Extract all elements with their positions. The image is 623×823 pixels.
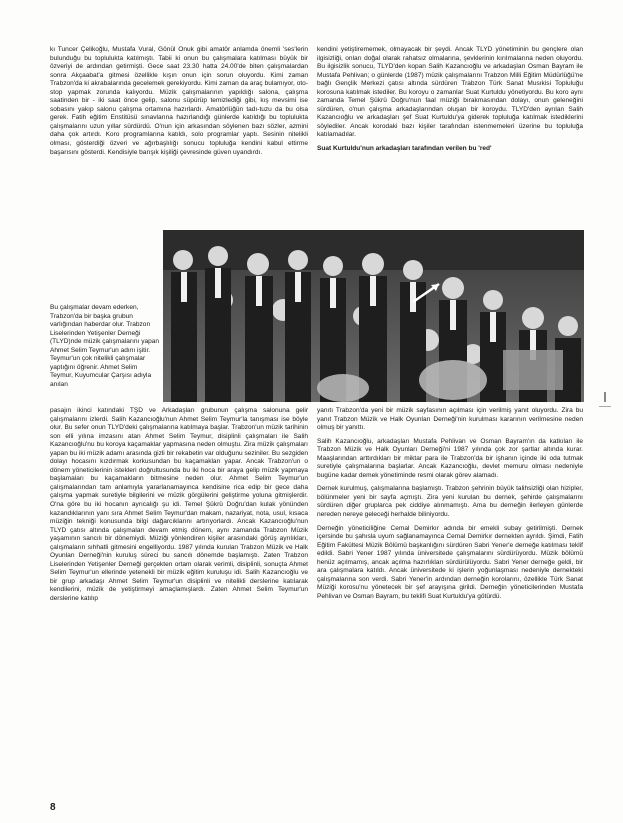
left-column-top-text bbox=[50, 46, 308, 162]
right-column-bottom-text bbox=[317, 407, 583, 606]
choir-photo bbox=[163, 230, 584, 402]
paragraph: kendini yetiştirememek, olmayacak bir şeydi. Ancak TLYD yönetiminin bu gençlere olan ilgisizliği, onları doğal olarak rahatsız olmalarına, şevklerinin kırılmalarına neden oluyordu. Bu ilgisizlik sonucu, TLYD'den kopan Salih Kazancıoğlu ve arkadaşları Osman Bayram ile Mustafa Pehlivan; o günlerde (1987) müzik çalışmalarını Trabzon Milli Eğitim Müdürlüğü'ne bağlı Gençlik Merkezi çatısı altında sürdüren Trabzon Türk Sanat Musıkisi Topluluğu korosuna katılmak istediler. Bu koroyu o zamanlar Suat Kurtuldu yönetiyordu. Bu koro aynı zamanda Temel Şükrü Doğru'nun faal müziği bırakmasından dolayı, onun geleneğini sürdüren, o'nun çalışma arkadaşlarından oluşan bir koroydu. TLYD'den ayrılan Salih Kazancıoğlu ve arkadaşları şef Suat Kurtuldu'ya giderek topluluğa katılmak istediklerini söylediler. Ancak korodaki bazı kişiler tarafından istenmemeleri üzerine bu topluluğa katılamadılar. bbox=[317, 46, 583, 139]
paragraph: Dernek kurulmuş, çalışmalarına başlamıştı. Trabzon şehrinin büyük talihsizliği olan hizipler, bölünmeler yeni bir sayfa açmıştı. Zira yeni kurulan bu dernek, şehirde çalışmalarını sürdüren diğer gruplarca pek ciddiye alınmamıştı. Ama bu derneğin ilerleyen günlerde nereden nereye geleceği herhalde biliniyordu. bbox=[317, 485, 583, 519]
paragraph: Derneğin yöneticiliğine Cemal Demirkır adında bir emekli subay getirilmişti. Dernek içersinde bu şahısla uyum sağlanamayınca Cemal Demirkır dernekten ayrıldı. Şimdi, Fatih Eğitim Fakültesi Müzik Bölümü başkanlığını sürdüren Sabri Yener'e derneğe katılması teklif edildi. Sabri Yener 1987 yılında üniversitede çalışmalarını sürdürüyordu. Müzik bölümü henüz açılmamış, ancak açılma hazırlıkları sürdürülüyordu. Sabri Yener derneğe geldi, bir ara çalışmalara katıldı. Ancak üniversitede ki işlerin yoğunlaşması nedeniyle dernekteki çalışmalarına son verdi. Sabri Yener'in ardından derneğin korolarını, özellikle Türk Sanat Müziği korosu'nu yönetecek bir şef arayışına girildi. Derneğin yöneticilerinden Mustafa Pehlivan ve Osman Bayram, bu teklifi Suat Kurtuldu'ya götürdü. bbox=[317, 524, 583, 600]
paragraph: Suat Kurtuldu'nun arkadaşları tarafından verilen bu 'red' bbox=[317, 145, 492, 153]
paragraph: Salih Kazancıoğlu, arkadaşları Mustafa Pehlivan ve Osman Bayram'ın da katkıları ile Trabzon Müzik ve Halk Oyunları Derneği'ni 1987 yılında çok zor şartlar altında kurar. Maaşlarından arttırdıkları bir miktar para ile Trabzon'da bir işhanın içinde iki oda tutmak suretiyle çalışmalarına başlarlar. Ancak Kazancıoğlu, devlet memuru olması nedeniyle bugüne kadar demek yönetiminde resmi olarak görev alamadı. bbox=[317, 437, 583, 479]
paragraph: yanıtı Trabzon'da yeni bir müzik sayfasının açılması için verilmiş yanıt oluyordu. Zira bu yanıt Trabzon Müzik ve Halk Oyunları Derneği'nin kurulması kararının verilmesine neden olmuş bir yanıttı. bbox=[317, 407, 583, 432]
paragraph: pasajın ikinci katındaki TŞD ve Arkadaşları grubunun çalışma salonuna gelir çalışmalarını izlerdi. Salih Kazancıoğlu'nun Ahmet Selim Teymur'la tanışması ise böyle olur. Bu sefer onun TLYD'deki çalışmalarına katılmaya başlar. Trabzon'un müzik tarihinin son elli yılına imzasını atan Ahmet Selim Teymur, disiplinli çalışmaları ile Salih Kazancıoğlu'nu bu koroya kaçamaklar yapmasına neden olmuştu. Zira müzik çalışmaları yapan bu iki müzik adamı arasında gizli bir rekabetin var olduğunu seziniler. Bu sezgiden dolayı hocasını kızdırmak korkusundan bu kaçamakları yapar. Ancak Trabzon'un o dönem yöneticilerinin istekleri doğrultusunda bu iki hoca bir araya gelip müzik yapmaya başlamaları bu kaçamakların bitmesine neden olur. Ahmet Selim Teymur'un çalışmalarından tam anlamıyla yararlanamayınca kendisine rica edip bir gece daha çalışma yapmak suretiyle bilgilerini ve müzik görgülerini geliştirme yoluna gitmişlerdir. O'na göre bu iki hocanın ayrıcalığı şu idi. Temel Şükrü Doğru'dan kulak yönünden kazandıklarının yanı sıra Ahmet Selim Teymur'dan makam, nazariyat, nota, usul, kısaca müziğin tekniği konusunda bilgi dağarcıklarını artırıyorlardı. Ancak Kazancıoğlu'nun TLYD çatısı altında çalışmaları devam etmiş dönem, aynı zamanda Trabzon Müzik yaşamının sancılı bir dönemiydi. Müziği yönlendiren kişiler arasındaki görüş ayrılıkları, çalışmaların sıhhatli gitmesini engelliyordu. 1987 yılında kurulan Trabzon Müzik ve Halk Oyunları Derneği'nin kuruluş süreci bu sancılı dönemde başlamıştı. Zaten Trabzon Liselerinden Yetişenler Derneği gerçekten ortam olarak verimli, disiplinli, sonuçta Ahmet Selim Teymur'un ellerinde yetenekli bir müzik eğitim kuruluşu idi. Salih Kazancıoğlu ve bir grup arkadaşı Ahmet Selim Teymur'un disiplinli ve nitelikli derslerine katılarak kendilerini, müzik de yetiştirmeyi amaçlamışlardı. Zaten Ahmet Selim Teymur'un derslerine katılıp bbox=[50, 407, 308, 603]
margin-mark bbox=[604, 392, 606, 402]
page-number: 8 bbox=[50, 802, 56, 813]
paragraph: Bu çalışmalar devam ederken, Trabzon'da bir başka grubun varlığından haberdar olur. Trabzon Liselerinden Yetişenler Derneği (TLYD)nde müzik çalışmalarını yapan Ahmet Selim Teymur'un adını işitir. Teymur'un çok nitelikli çalışmalar yaptığını öğrenir. Ahmet Selim Teymur, Kuyumcular Çarşısı adıyla anılan bbox=[50, 304, 160, 388]
margin-mark bbox=[599, 406, 611, 407]
right-column-top-text bbox=[317, 46, 583, 159]
choir-photo-image bbox=[163, 230, 584, 402]
paragraph: kı Tuncer Çelikoğlu, Mustafa Vural, Gönül Onuk gibi amatör anlamda önemli 'ses'lerin bulunduğu bu toplulukta katılmıştı. Tabii ki onun bu çalışmalara katılması büyük bir özveriyi de ardından getirmişti. Gece saat 23.30 hatta 24.00'de biten çalışmalardan sonra Akçaabat'a gitmesi özellikle kışın onun için sorun oluyordu. Kimi zaman Trabzon'da ki akrabalarında gecelemek gerekiyordu. Kimi zaman da araç bulamıyor, oto-stop yapmak zorunda kalıyordu. Müzik çalışmalarının yapıldığı salona, çalışma saatinden bir - iki saat önce gelip, salonu süpürüp temizlediği gibi, kış mevsimi ise sobasını yakıp salonu çalışma ortamına hazırlardı. Amatörlüğün tadı-tuzu da bu olsa gerek. Fatih eğitim Enstitüsü sınavlarına hazırlandığı günlerde katıldığı bu toplulukta çalışmalarını uzun yıllar sürdürdü. O'nun için arkasından söylenen bazı sözler, azmini daha çok artırdı. Koro programlarına katıldı, solo programlar yaptı. Sesinin nitelikli olması, gösterdiği özveri ve ağırbaşlılığı sonucu topluluğa kendini kabul ettirme başarısını gösterdi. Kendisiyle barışık kişiliği çevresinde güven uyandırdı. bbox=[50, 46, 308, 156]
left-column-middle-text bbox=[50, 260, 161, 389]
left-column-bottom-text bbox=[50, 407, 308, 609]
